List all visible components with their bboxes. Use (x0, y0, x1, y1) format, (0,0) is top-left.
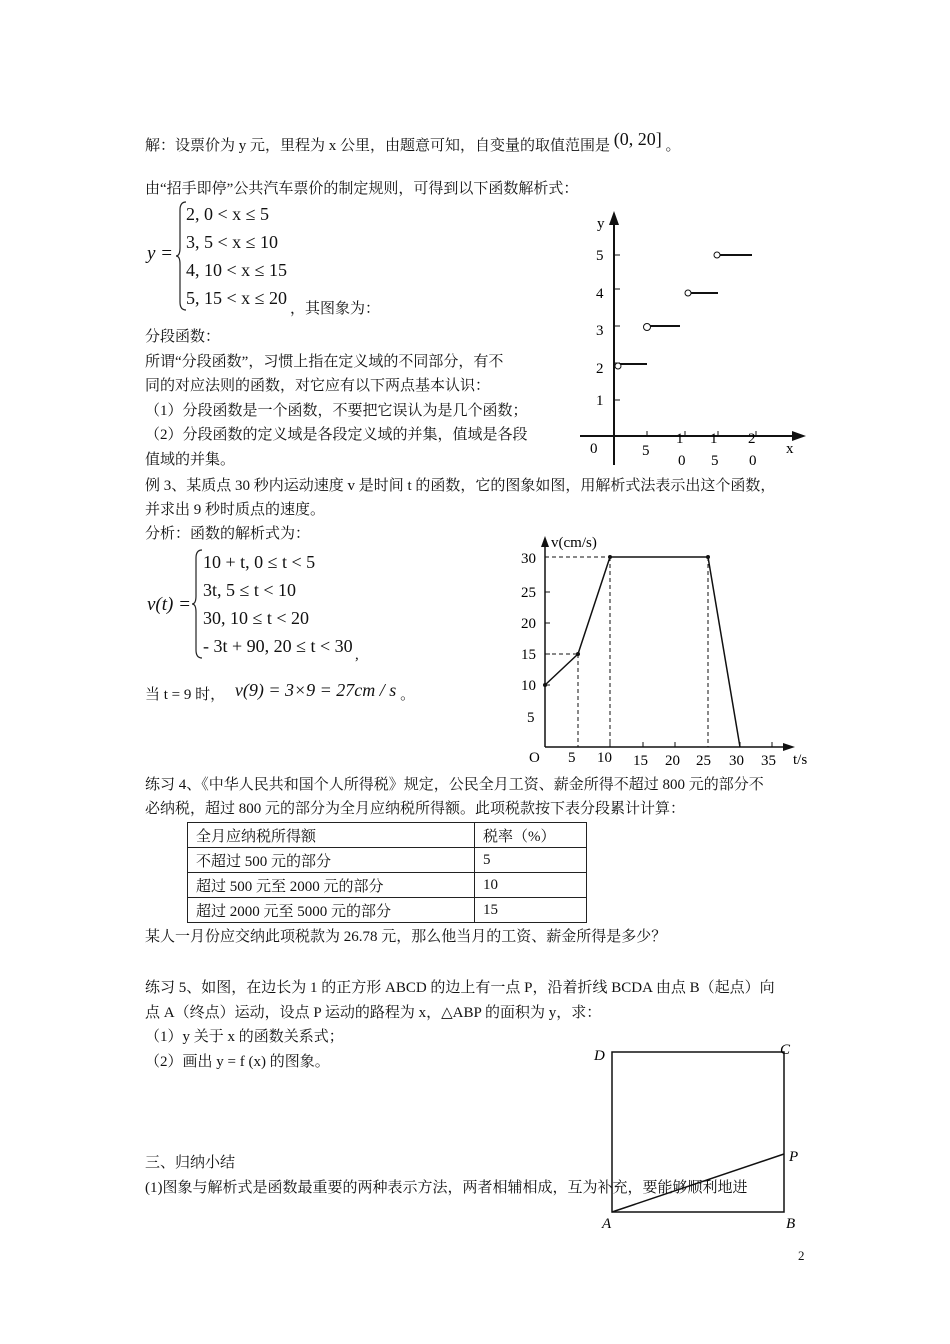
example3-line: 分析：函数的解析式为： (145, 526, 311, 542)
origin-label: O (529, 750, 540, 766)
exercise5-line: 点 A（终点）运动，设点 P 运动的路程为 x，△ABP 的面积为 y，求： (145, 1004, 602, 1021)
fare-trailing-text: ，其图象为： (290, 301, 381, 317)
y-ticks (596, 248, 620, 409)
svg-text:15: 15 (633, 753, 648, 769)
tax-rate-table (187, 822, 587, 923)
domain-interval: (0, 20] (613, 129, 662, 149)
table-cell: 15 (475, 898, 587, 923)
svg-text:2: 2 (596, 361, 604, 377)
exercise4-text (145, 773, 764, 821)
svg-text:15: 15 (521, 647, 536, 663)
piecewise-line: 所谓“分段函数”，习惯上指在定义域的不同部分，有不 (145, 353, 504, 370)
svg-text:5: 5 (527, 710, 535, 726)
velocity-case: - 3t + 90, 20 ≤ t < 30 (203, 636, 353, 656)
label-d: D (594, 1048, 605, 1064)
table-cell: 不超过 500 元的部分 (188, 848, 475, 873)
table-row (188, 898, 587, 923)
svg-text:5: 5 (642, 443, 650, 459)
velocity-case: 3t, 5 ≤ t < 10 (203, 580, 297, 600)
svg-text:1: 1 (596, 393, 604, 409)
piecewise-line: （2）分段函数的定义域是各段定义域的并集，值域是各段 (145, 427, 528, 443)
t-axis-label: t/s (793, 752, 808, 768)
fare-step-chart (580, 205, 810, 470)
solution-line-2: 由“招手即停”公共汽车票价的制定规则，可得到以下函数解析式： (145, 181, 579, 197)
fare-case: 3, 5 < x ≤ 10 (186, 232, 279, 252)
svg-text:0: 0 (749, 453, 757, 469)
exercise4-line: 练习 4、《中华人民共和国个人所得税》规定，公民全月工资、薪金所得不超过 800 元的部分不 (145, 777, 764, 793)
y-axis-label: y (597, 216, 605, 232)
svg-text:0: 0 (590, 441, 598, 457)
table-cell: 超过 2000 元至 5000 元的部分 (188, 898, 475, 923)
svg-text:10: 10 (521, 678, 536, 694)
table-row (188, 873, 587, 898)
solution-line-1 (145, 129, 681, 157)
svg-text:5: 5 (711, 453, 719, 469)
exercise5-line: （2）画出 y = f (x) 的图象。 (145, 1053, 330, 1070)
label-b: B (786, 1216, 796, 1232)
svg-text:1: 1 (676, 431, 684, 447)
velocity-function-cases (203, 548, 353, 660)
svg-text:5: 5 (568, 750, 576, 766)
svg-text:20: 20 (521, 616, 536, 632)
table-cell: 5 (475, 848, 587, 873)
label-a: A (602, 1216, 612, 1232)
summary-title: 三、归纳小结 (145, 1155, 236, 1171)
fare-function-cases (186, 200, 287, 312)
v-axis-label: v(cm/s) (551, 535, 597, 551)
square-abcd-figure (590, 1038, 810, 1233)
exercise4-question: 某人一月份应交纳此项税款为 26.78 元，那么他当月的工资、薪金所得是多少？ (145, 929, 667, 945)
fare-case: 4, 10 < x ≤ 15 (186, 260, 288, 280)
solution-text: 解：设票价为 y 元，里程为 x 公里，由题意可知，自变量的取值范围是 (145, 138, 611, 154)
answer-line (145, 682, 415, 706)
svg-text:25: 25 (521, 585, 536, 601)
velocity-chart (515, 528, 815, 770)
table-cell: 10 (475, 873, 587, 898)
exercise4-line: 必纳税，超过 800 元的部分为全月应纳税所得额。此项税款按下表分段累计计算： (145, 801, 686, 817)
answer-prefix: 当 t = 9 时， (145, 687, 226, 703)
piecewise-title: 分段函数： (145, 329, 221, 345)
label-c: C (780, 1042, 791, 1058)
svg-text:2: 2 (748, 431, 756, 447)
svg-text:30: 30 (521, 551, 536, 567)
fare-function-lhs: y = (147, 243, 174, 264)
table-cell: 超过 500 元至 2000 元的部分 (188, 873, 475, 898)
answer-end: 。 (400, 687, 416, 703)
piecewise-notes (145, 325, 528, 472)
velocity-trailing: , (355, 647, 359, 663)
summary-line-1: (1)图象与解析式是函数最重要的两种表示方法，两者相辅相成，互为补充，要能够顺利地进 (145, 1180, 748, 1196)
svg-text:3: 3 (596, 323, 604, 339)
fare-case: 5, 15 < x ≤ 20 (186, 288, 288, 308)
velocity-case: 10 + t, 0 ≤ t < 5 (203, 552, 316, 572)
svg-text:10: 10 (597, 750, 612, 766)
table-header-row (188, 823, 587, 848)
svg-text:1: 1 (710, 431, 718, 447)
table-header: 全月应纳税所得额 (188, 823, 475, 848)
svg-text:35: 35 (761, 753, 776, 769)
piecewise-line: 值域的并集。 (145, 451, 236, 468)
piecewise-line: 同的对应法则的函数，对它应有以下两点基本认识： (145, 378, 491, 394)
svg-text:25: 25 (696, 753, 711, 769)
velocity-case: 30, 10 ≤ t < 20 (203, 608, 310, 628)
exercise5-line: （1）y 关于 x 的函数关系式； (145, 1029, 344, 1045)
fare-case: 2, 0 < x ≤ 5 (186, 204, 270, 224)
svg-text:20: 20 (665, 753, 680, 769)
piecewise-line: （1）分段函数是一个函数，不要把它误认为是几个函数； (145, 402, 528, 419)
table-row (188, 848, 587, 873)
svg-text:4: 4 (596, 286, 604, 302)
page-number: 2 (798, 1248, 805, 1263)
exercise5-line: 练习 5、如图，在边长为 1 的正方形 ABCD 的边上有一点 P，沿着折线 BCDA 由点 B（起点）向 (145, 980, 775, 996)
answer-formula: v(9) = 3×9 = 27cm / s (234, 680, 397, 700)
example3-line: 例 3、某质点 30 秒内运动速度 v 是时间 t 的函数，它的图象如图，用解析式法表示出这个函数， (145, 478, 776, 494)
velocity-function-lhs: v(t) = (147, 594, 191, 615)
period: 。 (665, 138, 681, 154)
svg-text:30: 30 (729, 753, 744, 769)
svg-text:0: 0 (678, 453, 686, 469)
svg-text:5: 5 (596, 248, 604, 264)
example3-line: 并求出 9 秒时质点的速度。 (145, 502, 326, 518)
x-axis-label: x (786, 441, 794, 457)
label-p: P (789, 1149, 799, 1165)
table-header: 税率（%） (475, 823, 587, 848)
